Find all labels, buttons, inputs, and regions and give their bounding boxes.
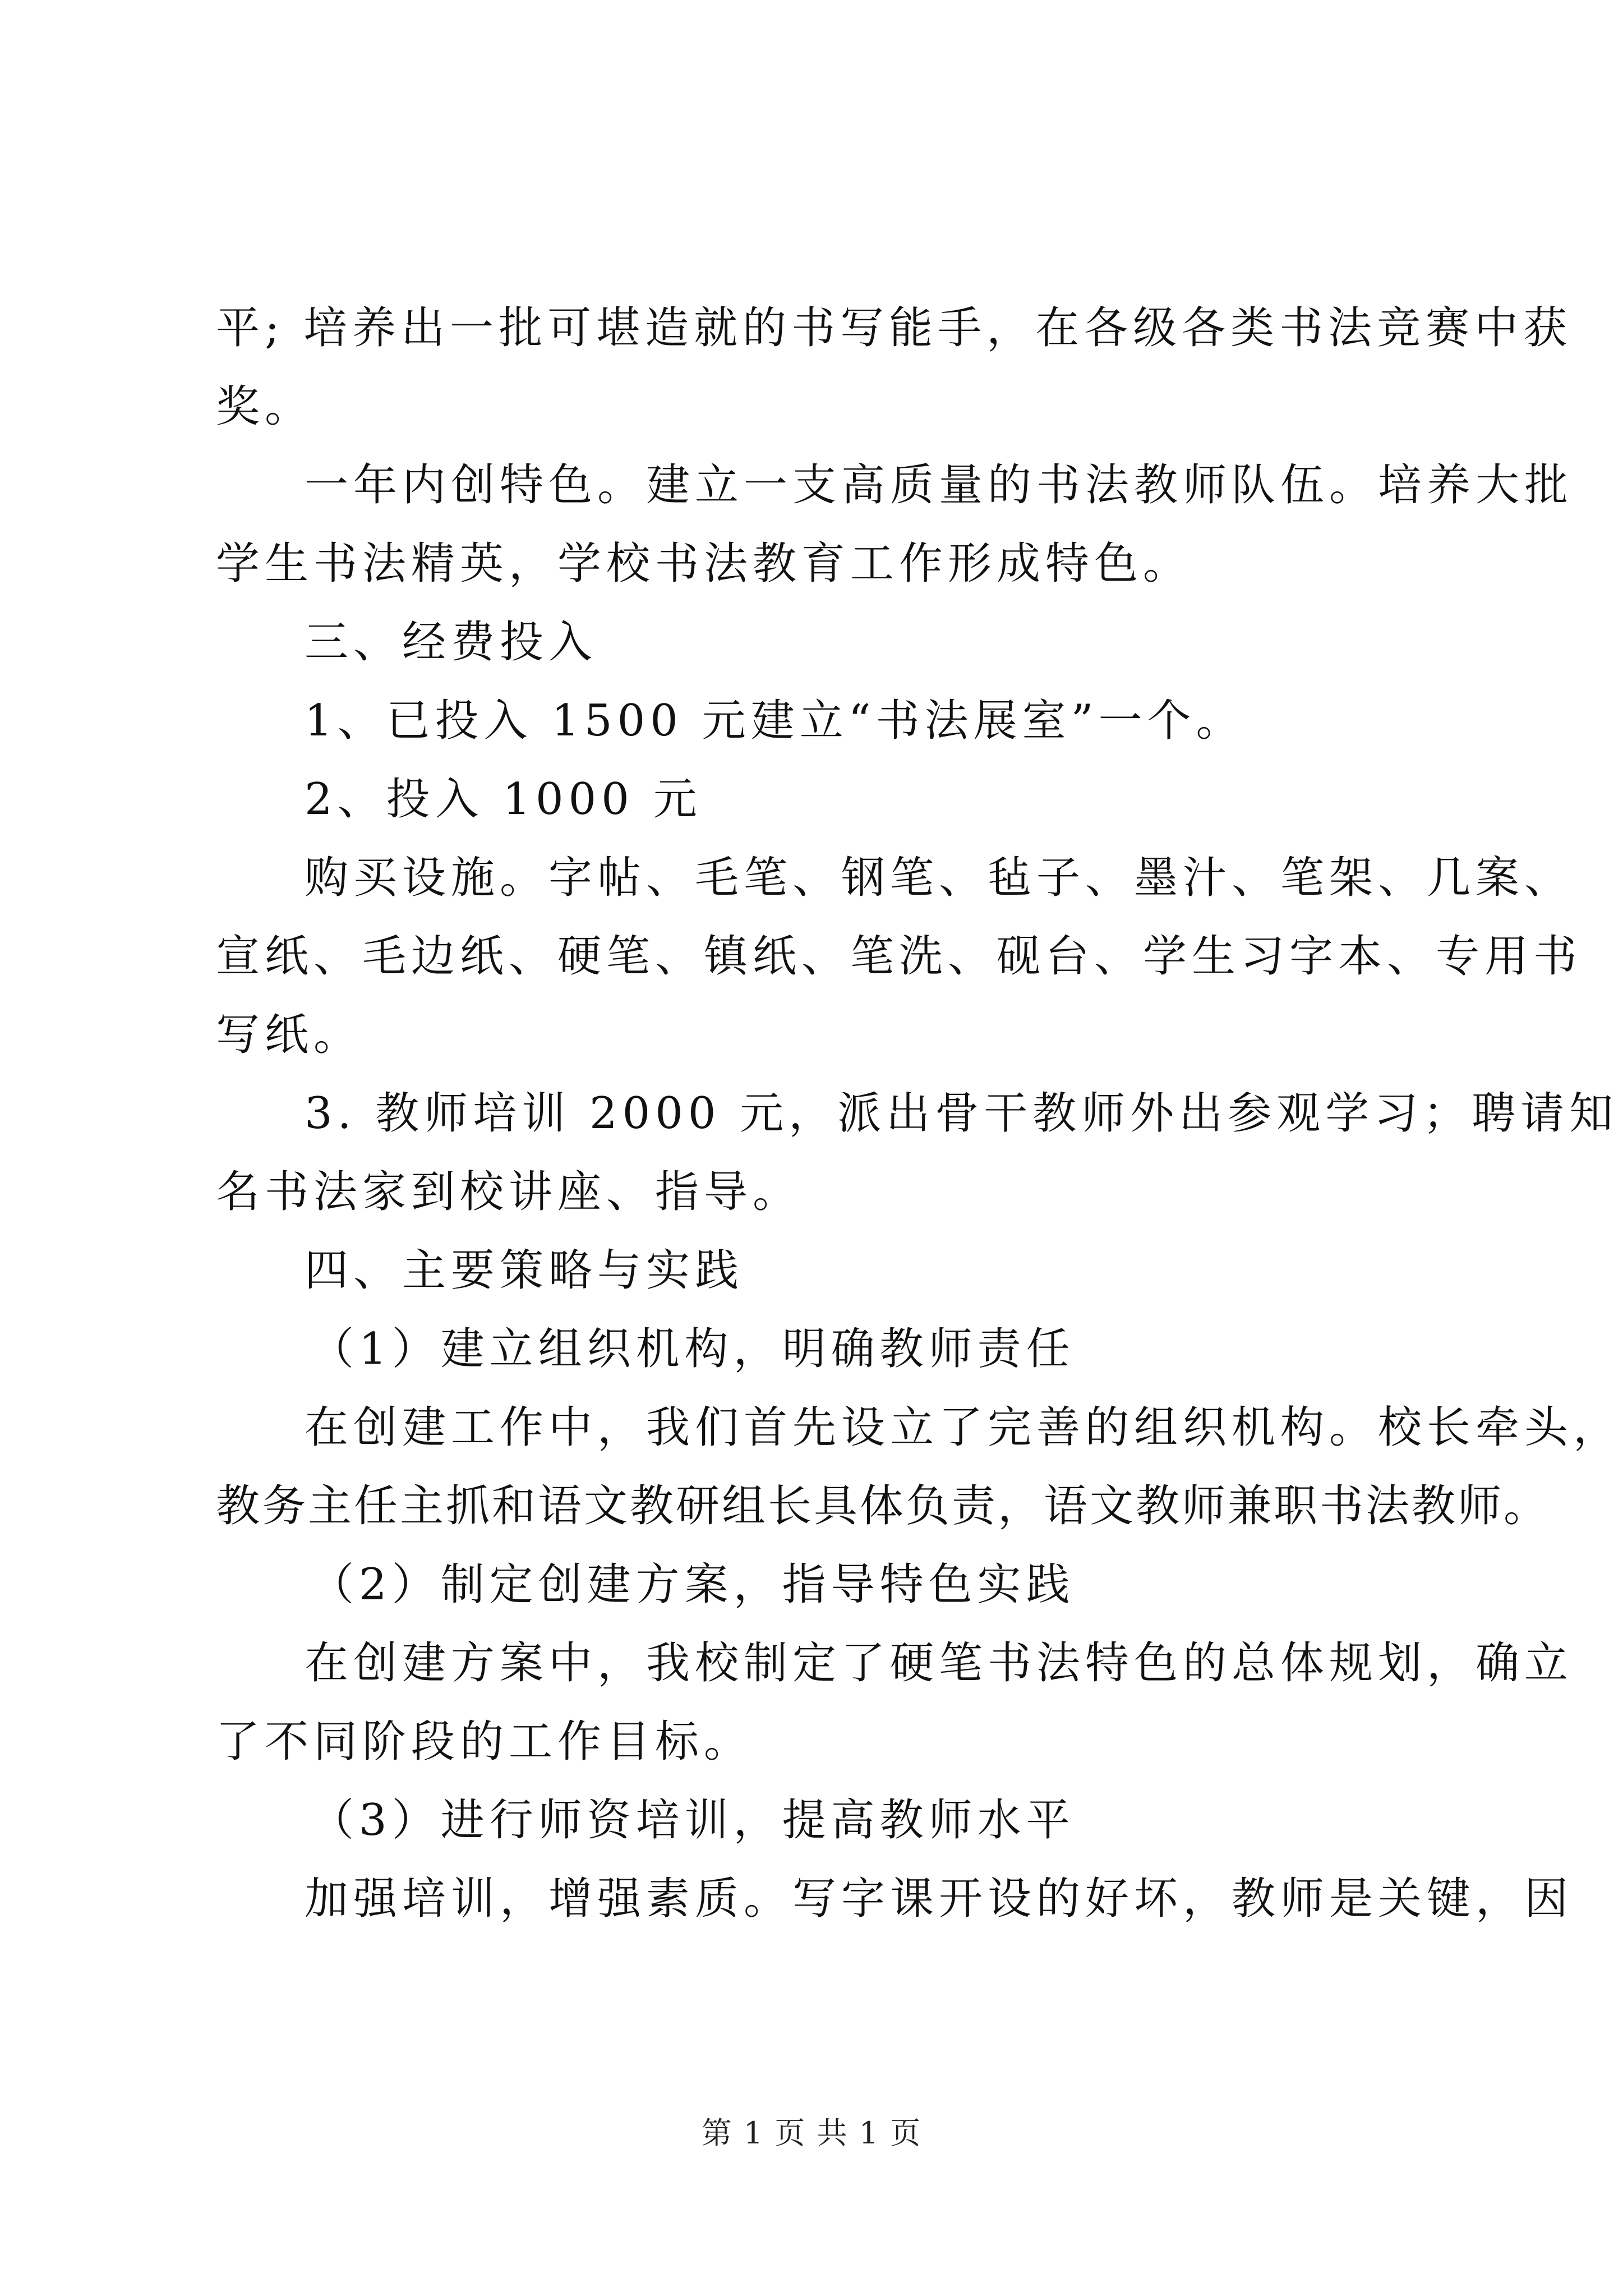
text-line: 加强培训，增强素质。写字课开设的好坏，教师是关键，因 <box>305 1874 1574 1924</box>
text-line: 一年内创特色。建立一支高质量的书法教师队伍。培养大批 <box>305 460 1574 510</box>
text-line: 1、已投入 1500 元建立“书法展室”一个。 <box>305 696 1245 746</box>
text-line: 平; 培养出一批可堪造就的书写能手，在各级各类书法竞赛中获 <box>216 303 1573 353</box>
text-line: 了不同阶段的工作目标。 <box>216 1717 753 1767</box>
text-line: 购买设施。字帖、毛笔、钢笔、毡子、墨汁、笔架、几案、 <box>305 853 1574 903</box>
subsection-heading: （3）进行师资培训，提高教师水平 <box>310 1795 1075 1846</box>
text-line: 2、投入 1000 元 <box>305 774 702 825</box>
text-line: 在创建方案中，我校制定了硬笔书法特色的总体规划，确立 <box>305 1638 1574 1688</box>
subsection-heading: （1）建立组织机构，明确教师责任 <box>310 1324 1075 1374</box>
section-heading: 三、经费投入 <box>305 617 598 668</box>
text-line: 奖。 <box>216 381 314 432</box>
text-line: 教务主任主抓和语文教研组长具体负责，语文教师兼职书法教师。 <box>216 1481 1550 1531</box>
page-footer: 第 1 页 共 1 页 <box>701 2115 922 2151</box>
text-line: 3. 教师培训 2000 元，派出骨干教师外出参观学习；聘请知 <box>305 1088 1619 1139</box>
text-line: 写纸。 <box>216 1010 363 1060</box>
section-heading: 四、主要策略与实践 <box>305 1245 744 1296</box>
text-line: 学生书法精英，学校书法教育工作形成特色。 <box>216 539 1192 589</box>
text-line: 名书法家到校讲座、指导。 <box>216 1167 802 1217</box>
text-line: 在创建工作中，我们首先设立了完善的组织机构。校长牵头， <box>305 1402 1622 1453</box>
subsection-heading: （2）制定创建方案，指导特色实践 <box>310 1559 1075 1610</box>
text-line: 宣纸、毛边纸、硬笔、镇纸、笔洗、砚台、学生习字本、专用书 <box>216 931 1583 982</box>
